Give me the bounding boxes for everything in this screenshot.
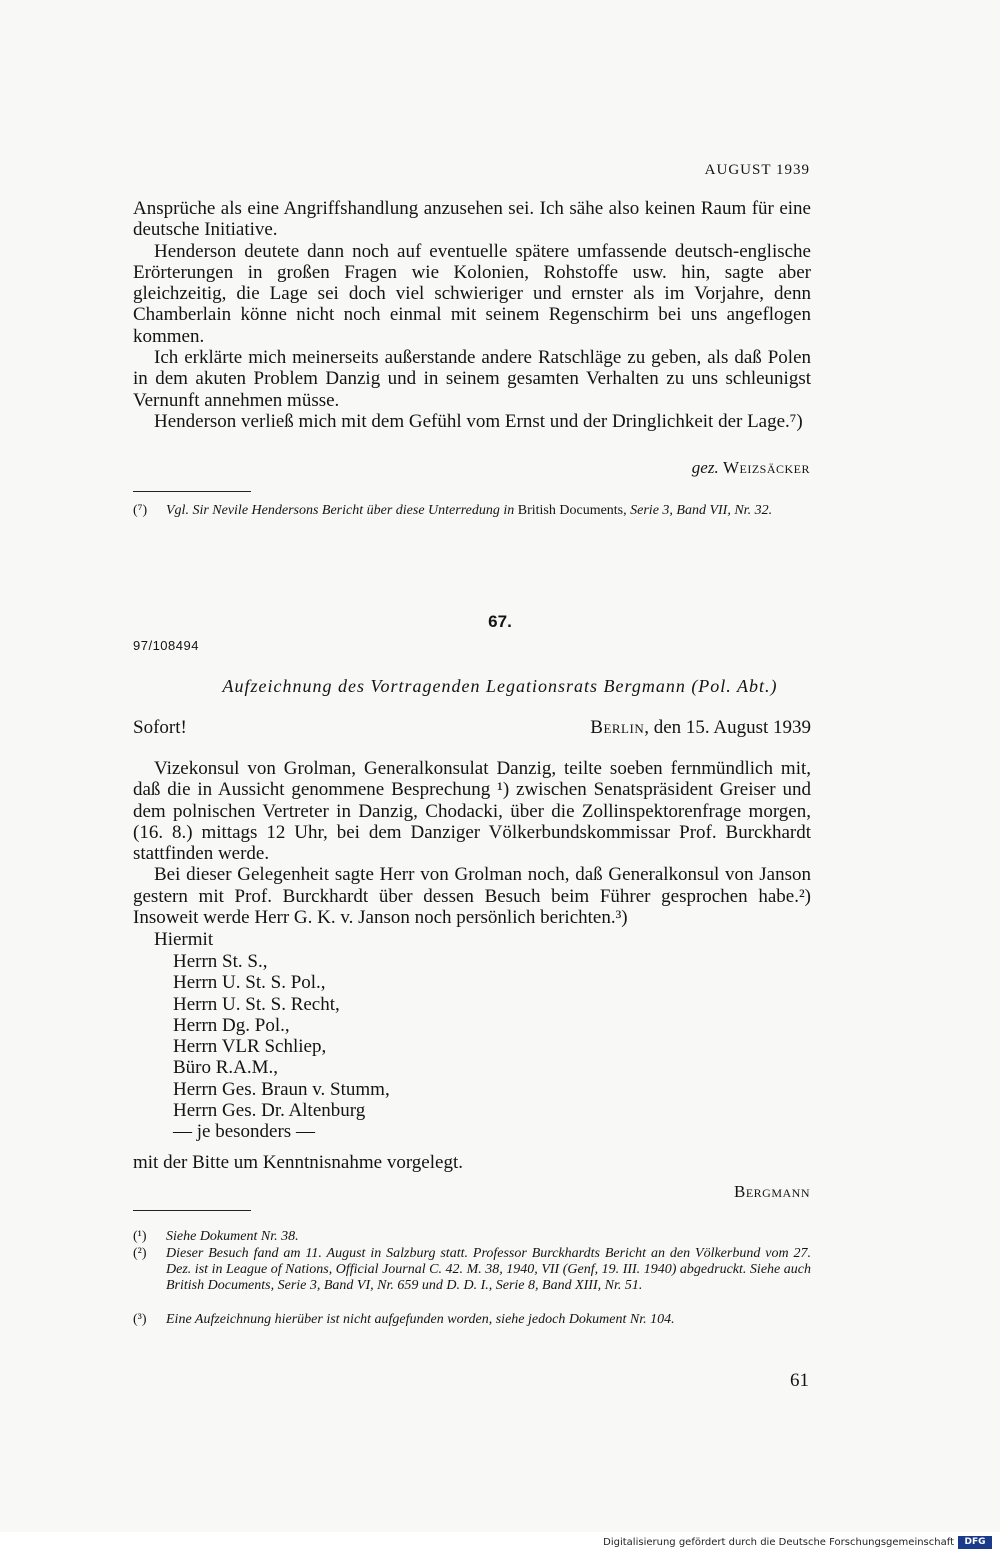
signature-prefix: gez. bbox=[691, 458, 719, 477]
distribution-intro: Hiermit bbox=[154, 929, 214, 950]
footnote-2: (²) Dieser Besuch fand am 11. August in Salzburg statt. Professor Burckhardts Bericht an den Völkerbund vom 27. Dez. ist in League of Nations, Official Journal C. 42. M. 38, 1940, VII (Genf, 19. III. 1940) abgedruckt. Siehe auch British Documents, Serie 3, Band VI, Nr. 659 und D. D. I., Serie 8, Band XIII, Nr. 51. bbox=[133, 1246, 811, 1293]
list-item: Herrn U. St. S. Recht, bbox=[173, 993, 340, 1015]
running-head: AUGUST 1939 bbox=[704, 162, 810, 178]
distribution-list bbox=[173, 951, 390, 1143]
document-number: 67. bbox=[488, 612, 512, 631]
signature-bergmann: Bergmann bbox=[733, 1182, 810, 1201]
document-title: Aufzeichnung des Vortragenden Legationsrats Bergmann (Pol. Abt.) bbox=[222, 676, 778, 696]
dateline bbox=[133, 717, 811, 741]
footnote-divider bbox=[133, 491, 251, 492]
page-number: 61 bbox=[790, 1370, 809, 1391]
paragraph: Henderson verließ mich mit dem Gefühl vom Ernst und der Dringlichkeit der Lage.⁷) bbox=[154, 410, 803, 432]
list-item: Herrn Dg. Pol., bbox=[173, 1014, 290, 1036]
paragraph: Ich erklärte mich meinerseits außerstande andere Ratschläge zu geben, als daß Polen in dem akuten Problem Danzig und in seinem gesamten Verhalten zu uns schleunigst Vernunft annehmen müsse. bbox=[133, 347, 811, 411]
document-body bbox=[133, 758, 811, 928]
paragraph: Bei dieser Gelegenheit sagte Herr von Grolman noch, daß Generalkonsul von Janson gestern mit Prof. Burckhardt über dessen Besuch beim Führer gesprochen habe.²) Insoweit werde Herr G. K. v. Janson noch persönlich berichten.³) bbox=[133, 864, 811, 929]
footnote-7 bbox=[133, 503, 811, 519]
paragraph: Vizekonsul von Grolman, Generalkonsulat Danzig, teilte soeben fernmündlich mit, daß die in Aussicht genommene Besprechung ¹) zwischen Senatspräsident Greiser und dem polnischen Vertreter in Danzig, Chodacki, über die Zollinspektorenfrage morgen, (16. 8.) mittags 12 Uhr, bei dem Danziger Völkerbundskommissar Prof. Burckhardt stattfinden werde. bbox=[133, 758, 811, 865]
footnote-divider bbox=[133, 1210, 251, 1211]
list-item: Herrn VLR Schliep, bbox=[173, 1036, 327, 1058]
footnote-text: Vgl. Sir Nevile Hendersons Bericht über diese Unterredung in British Documents, Serie 3, Band VII, Nr. 32. bbox=[166, 503, 773, 518]
footnote-1: (¹) Siehe Dokument Nr. 38. bbox=[133, 1229, 299, 1244]
funding-note: Digitalisierung gefördert durch die Deutsche Forschungsgemeinschaft bbox=[603, 1537, 954, 1548]
urgency-note: Sofort! bbox=[133, 717, 187, 738]
signature-name: Weizsäcker bbox=[722, 458, 810, 477]
place-date: Berlin, den 15. August 1939 bbox=[590, 717, 811, 738]
list-item: Herrn Ges. Dr. Altenburg bbox=[173, 1100, 366, 1122]
footnote-number: (⁷) bbox=[133, 503, 148, 518]
list-item: Herrn Ges. Braun v. Stumm, bbox=[173, 1078, 390, 1100]
list-item: — je besonders — bbox=[173, 1121, 315, 1143]
list-item: Herrn St. S., bbox=[173, 951, 268, 972]
signature-weizsaecker bbox=[692, 458, 810, 478]
previous-document-text bbox=[133, 198, 811, 432]
dfg-logo-icon: DFG bbox=[958, 1536, 992, 1549]
file-identifier: 97/108494 bbox=[133, 638, 199, 653]
list-item: Büro R.A.M., bbox=[173, 1057, 279, 1079]
paragraph: Henderson deutete dann noch auf eventuelle spätere umfassende deutsch-englische Erörterungen in großen Fragen wie Kolonien, Rohstoffe usw. hin, sagte aber gleichzeitig, die Lage sei doch viel schwieriger und ernster als im Vorjahre, denn Chamberlain könne nicht noch einmal mit seinem Regenschirm bei uns angeflogen kommen. bbox=[133, 240, 811, 347]
paragraph: Ansprüche als eine Angriffshandlung anzusehen sei. Ich sähe also keinen Raum für eine deutsche Initiative. bbox=[133, 198, 811, 241]
closing-line: mit der Bitte um Kenntnisnahme vorgelegt. bbox=[133, 1152, 463, 1173]
list-item: Herrn U. St. S. Pol., bbox=[173, 972, 326, 994]
footnote-3: (³) Eine Aufzeichnung hierüber ist nicht aufgefunden worden, siehe jedoch Dokument Nr. 104. bbox=[133, 1312, 675, 1327]
